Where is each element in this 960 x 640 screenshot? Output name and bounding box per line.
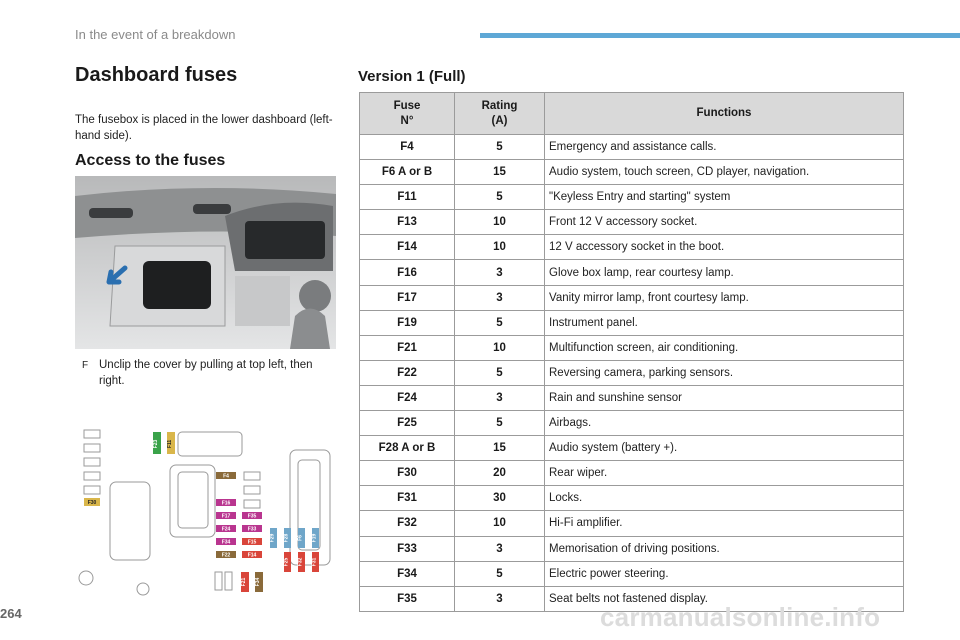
fuse-number-cell: F14: [360, 235, 455, 260]
fuse-function-cell: Locks.: [545, 486, 904, 511]
fuse-label: F16: [221, 500, 231, 507]
fuse-label: F34: [221, 539, 231, 546]
fuse-number-cell: F17: [360, 285, 455, 310]
fuse-rating-cell: 15: [455, 436, 545, 461]
instruction-text: Unclip the cover by pulling at top left, then right.: [99, 359, 313, 387]
fusebox-diagram: [75, 420, 337, 602]
fuse-function-cell: 12 V accessory socket in the boot.: [545, 235, 904, 260]
fuse-number-cell: F34: [360, 561, 455, 586]
fuse-rating-cell: 5: [455, 561, 545, 586]
header-accent-bar: [480, 33, 960, 38]
fuse-function-cell: Airbags.: [545, 411, 904, 436]
page-title: Dashboard fuses: [75, 64, 238, 86]
fuse-label: F34: [255, 577, 261, 587]
fuse-rating-cell: 10: [455, 335, 545, 360]
fuse-number-cell: F4: [360, 135, 455, 160]
fuse-label: F29: [269, 533, 276, 543]
fuse-function-cell: Audio system (battery +).: [545, 436, 904, 461]
table-row: [360, 285, 904, 310]
fuse-rating-cell: 3: [455, 536, 545, 561]
fuse-label: F24: [221, 526, 231, 533]
fuse-label: F11: [167, 439, 173, 449]
table-row: [360, 135, 904, 160]
fuse-function-cell: Instrument panel.: [545, 310, 904, 335]
fuse-number-cell: F11: [360, 185, 455, 210]
fuse-label: F21: [241, 577, 247, 587]
header-fuse: Fuse N°: [360, 93, 455, 135]
fuse-number-cell: F13: [360, 210, 455, 235]
fuse-function-cell: Multifunction screen, air conditioning.: [545, 335, 904, 360]
fuse-rating-cell: 3: [455, 285, 545, 310]
fuse-label: F19: [311, 533, 318, 543]
fuse-label: F4: [223, 473, 229, 480]
header-functions: Functions: [545, 93, 904, 135]
fuse-label: F6: [297, 535, 304, 541]
table-header-row: [360, 93, 904, 135]
fuse-label: F23: [153, 439, 159, 449]
fuse-number-cell: F25: [360, 411, 455, 436]
table-row: [360, 561, 904, 586]
fuse-number-cell: F16: [360, 260, 455, 285]
fuse-function-cell: Reversing camera, parking sensors.: [545, 360, 904, 385]
fuse-label: F31: [311, 557, 318, 567]
fuse-table: [359, 92, 904, 612]
page-number: 264: [0, 606, 22, 621]
fuse-number-cell: F24: [360, 385, 455, 410]
instruction-bullet: [82, 357, 337, 389]
access-title: Access to the fuses: [75, 152, 226, 169]
table-row: [360, 235, 904, 260]
fuse-rating-cell: 5: [455, 360, 545, 385]
fuse-number-cell: F32: [360, 511, 455, 536]
dashboard-illustration: [75, 176, 336, 349]
fuse-function-cell: Glove box lamp, rear courtesy lamp.: [545, 260, 904, 285]
fuse-function-cell: "Keyless Entry and starting" system: [545, 185, 904, 210]
fuse-function-cell: Audio system, touch screen, CD player, navigation.: [545, 160, 904, 185]
table-row: [360, 360, 904, 385]
fuse-rating-cell: 3: [455, 385, 545, 410]
fuse-label: F28: [283, 533, 290, 543]
dashboard-photo: [75, 176, 336, 349]
fuse-rating-cell: 5: [455, 411, 545, 436]
fuse-label: F33: [247, 526, 257, 533]
fuse-rating-cell: 10: [455, 511, 545, 536]
bullet-mark: F: [82, 360, 89, 371]
fuse-label: F14: [247, 552, 257, 559]
fuse-number-cell: F22: [360, 360, 455, 385]
section-header: In the event of a breakdown: [75, 27, 236, 42]
fuse-rating-cell: 3: [455, 260, 545, 285]
fuse-label: F30: [87, 500, 97, 506]
fuse-label: F32: [297, 557, 304, 567]
fuse-rating-cell: 15: [455, 160, 545, 185]
table-row: [360, 411, 904, 436]
fuse-number-cell: F35: [360, 586, 455, 611]
fuse-function-cell: Seat belts not fastened display.: [545, 586, 904, 611]
table-row: [360, 436, 904, 461]
fuse-rating-cell: 10: [455, 235, 545, 260]
fuse-rating-cell: 10: [455, 210, 545, 235]
fuse-number-cell: F21: [360, 335, 455, 360]
fuse-function-cell: Rain and sunshine sensor: [545, 385, 904, 410]
fuse-function-cell: Hi-Fi amplifier.: [545, 511, 904, 536]
table-row: [360, 260, 904, 285]
table-row: [360, 461, 904, 486]
fuse-function-cell: Front 12 V accessory socket.: [545, 210, 904, 235]
fuse-rating-cell: 5: [455, 310, 545, 335]
table-title: Version 1 (Full): [358, 68, 466, 85]
fuse-rating-cell: 20: [455, 461, 545, 486]
fuse-label: F35: [247, 513, 257, 520]
fuse-function-cell: Vanity mirror lamp, front courtesy lamp.: [545, 285, 904, 310]
fuse-number-cell: F19: [360, 310, 455, 335]
header-rating: Rating (A): [455, 93, 545, 135]
fuse-function-cell: Rear wiper.: [545, 461, 904, 486]
fuse-rating-cell: 5: [455, 135, 545, 160]
fuse-rating-cell: 3: [455, 586, 545, 611]
fuse-label: F15: [247, 539, 257, 546]
fuse-rating-cell: 5: [455, 185, 545, 210]
fuse-number-cell: F33: [360, 536, 455, 561]
table-row: [360, 185, 904, 210]
fuse-label: F22: [221, 552, 231, 559]
table-row: [360, 511, 904, 536]
watermark: carmanualsonline.info: [600, 602, 881, 632]
table-row: [360, 385, 904, 410]
fuse-rating-cell: 30: [455, 486, 545, 511]
table-row: [360, 160, 904, 185]
fuse-number-cell: F28 A or B: [360, 436, 455, 461]
fuse-function-cell: Emergency and assistance calls.: [545, 135, 904, 160]
fuse-number-cell: F6 A or B: [360, 160, 455, 185]
fuse-label: F25: [283, 557, 290, 567]
table-row: [360, 486, 904, 511]
table-row: [360, 210, 904, 235]
fuse-label: F17: [221, 513, 231, 520]
fuse-function-cell: Memorisation of driving positions.: [545, 536, 904, 561]
table-row: [360, 335, 904, 360]
fuse-number-cell: F31: [360, 486, 455, 511]
table-row: [360, 536, 904, 561]
fuse-function-cell: Electric power steering.: [545, 561, 904, 586]
intro-text: The fusebox is placed in the lower dashboard (left-hand side).: [75, 114, 333, 142]
fuse-number-cell: F30: [360, 461, 455, 486]
table-row: [360, 310, 904, 335]
